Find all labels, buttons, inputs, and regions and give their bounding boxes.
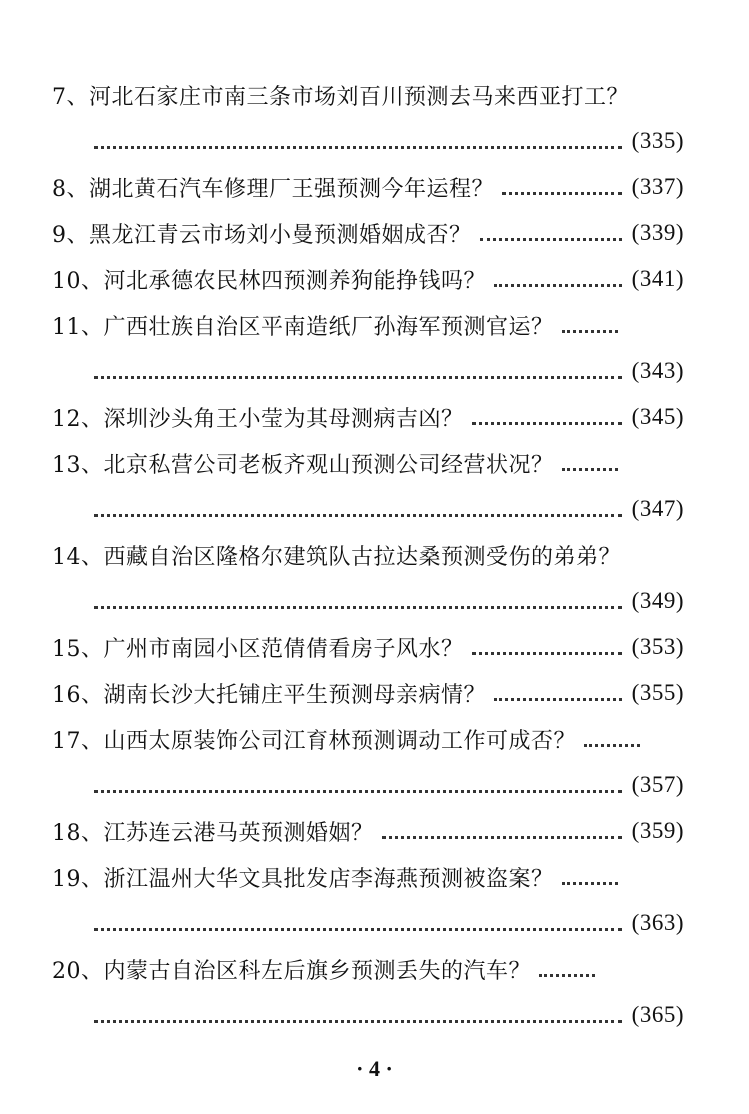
toc-title: 18、江苏连云港马英预测婚姻？	[52, 820, 374, 846]
toc-entry-19-continuation	[52, 900, 684, 946]
toc-title: 20、内蒙古自治区科左后旗乡预测丢失的汽车？	[52, 958, 531, 984]
toc-title: 7、河北石家庄市南三条市场刘百川预测去马来西亚打工？	[52, 84, 629, 110]
dot-leader	[94, 606, 622, 609]
dot-leader	[539, 974, 595, 977]
dot-leader	[502, 192, 622, 195]
toc-page-number: (345)	[631, 404, 684, 429]
toc-title: 17、山西太原装饰公司江育林预测调动工作可成否？	[52, 728, 576, 754]
dot-leader	[382, 836, 622, 839]
dot-leader	[94, 146, 622, 149]
toc-title: 8、湖北黄石汽车修理厂王强预测今年运程？	[52, 176, 494, 202]
table-of-contents	[52, 72, 684, 1038]
toc-title: 11、广西壮族自治区平南造纸厂孙海军预测官运？	[52, 314, 554, 340]
toc-entry-17	[52, 716, 684, 762]
toc-entry-13	[52, 440, 684, 486]
toc-entry-11	[52, 302, 684, 348]
toc-title: 19、浙江温州大华文具批发店李海燕预测被盗案？	[52, 866, 554, 892]
toc-entry-18	[52, 808, 684, 854]
toc-page-number: (363)	[631, 910, 684, 935]
toc-entry-19	[52, 854, 684, 900]
toc-title: 14、西藏自治区隆格尔建筑队古拉达桑预测受伤的弟弟？	[52, 544, 621, 570]
dot-leader	[562, 882, 618, 885]
dot-leader	[480, 238, 622, 241]
toc-page-number: (343)	[631, 358, 684, 383]
toc-entry-16	[52, 670, 684, 716]
toc-entry-13-continuation	[52, 486, 684, 532]
toc-page-number: (353)	[631, 634, 684, 659]
toc-page-number: (349)	[631, 588, 684, 613]
toc-entry-11-continuation	[52, 348, 684, 394]
toc-title: 9、黑龙江青云市场刘小曼预测婚姻成否？	[52, 222, 472, 248]
dot-leader	[472, 422, 622, 425]
toc-page-number: (355)	[631, 680, 684, 705]
toc-title: 12、深圳沙头角王小莹为其母测病吉凶？	[52, 406, 464, 432]
toc-page-number: (365)	[631, 1002, 684, 1027]
dot-leader	[94, 1020, 622, 1023]
toc-title: 13、北京私营公司老板齐观山预测公司经营状况？	[52, 452, 554, 478]
toc-entry-14	[52, 532, 684, 578]
dot-leader	[562, 330, 618, 333]
toc-entry-12	[52, 394, 684, 440]
toc-entry-17-continuation	[52, 762, 684, 808]
toc-entry-10	[52, 256, 684, 302]
toc-page-number: (347)	[631, 496, 684, 521]
toc-entry-20	[52, 946, 684, 992]
toc-entry-14-continuation	[52, 578, 684, 624]
dot-leader	[472, 652, 622, 655]
dot-leader	[494, 284, 622, 287]
dot-leader	[584, 744, 640, 747]
toc-title: 16、湖南长沙大托铺庄平生预测母亲病情？	[52, 682, 486, 708]
toc-entry-15	[52, 624, 684, 670]
toc-entry-7-continuation	[52, 118, 684, 164]
toc-page-number: (335)	[631, 128, 684, 153]
toc-page-number: (341)	[631, 266, 684, 291]
toc-page-number: (337)	[631, 174, 684, 199]
dot-leader	[494, 698, 622, 701]
toc-page-number: (359)	[631, 818, 684, 843]
toc-page-number: (357)	[631, 772, 684, 797]
toc-title: 10、河北承德农民林四预测养狗能挣钱吗？	[52, 268, 486, 294]
toc-page-number: (339)	[631, 220, 684, 245]
toc-entry-20-continuation	[52, 992, 684, 1038]
dot-leader	[562, 468, 618, 471]
dot-leader	[94, 514, 622, 517]
dot-leader	[94, 928, 622, 931]
toc-entry-9	[52, 210, 684, 256]
toc-entry-8	[52, 164, 684, 210]
page-number: · 4 ·	[356, 1056, 393, 1081]
toc-title: 15、广州市南园小区范倩倩看房子风水？	[52, 636, 464, 662]
dot-leader	[94, 376, 622, 379]
dot-leader	[94, 790, 622, 793]
toc-entry-7	[52, 72, 684, 118]
